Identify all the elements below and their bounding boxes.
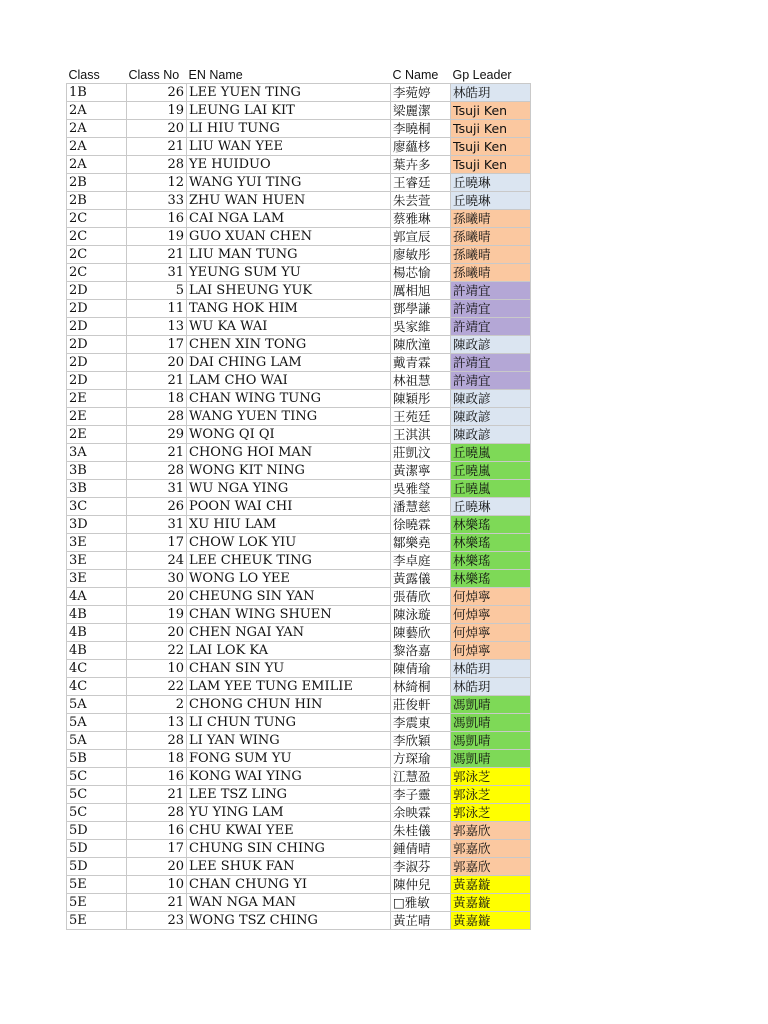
table-row[interactable]: [67, 390, 531, 408]
cell-class[interactable]: 5C: [67, 786, 127, 804]
cell-gp-leader[interactable]: 林樂瑤: [451, 534, 531, 552]
cell-en-name[interactable]: YU YING LAM: [187, 804, 391, 822]
cell-class[interactable]: 5B: [67, 750, 127, 768]
cell-c-name[interactable]: 林綺桐: [391, 678, 451, 696]
table-row[interactable]: [67, 822, 531, 840]
cell-en-name[interactable]: LI CHUN TUNG: [187, 714, 391, 732]
cell-class-no[interactable]: 22: [127, 642, 187, 660]
cell-en-name[interactable]: GUO XUAN CHEN: [187, 228, 391, 246]
cell-class[interactable]: 3E: [67, 552, 127, 570]
cell-en-name[interactable]: CHEN NGAI YAN: [187, 624, 391, 642]
table-row[interactable]: [67, 678, 531, 696]
cell-class[interactable]: 2E: [67, 408, 127, 426]
cell-class[interactable]: 4C: [67, 678, 127, 696]
cell-class[interactable]: 4B: [67, 606, 127, 624]
cell-class-no[interactable]: 18: [127, 390, 187, 408]
cell-class[interactable]: 5D: [67, 858, 127, 876]
cell-class-no[interactable]: 13: [127, 714, 187, 732]
cell-gp-leader[interactable]: 郭嘉欣: [451, 822, 531, 840]
cell-class[interactable]: 2B: [67, 192, 127, 210]
cell-en-name[interactable]: CHEN XIN TONG: [187, 336, 391, 354]
cell-class[interactable]: 2D: [67, 336, 127, 354]
cell-gp-leader[interactable]: 林樂瑤: [451, 570, 531, 588]
cell-gp-leader[interactable]: 林樂瑤: [451, 552, 531, 570]
cell-class[interactable]: 2C: [67, 228, 127, 246]
cell-c-name[interactable]: 李欣穎: [391, 732, 451, 750]
cell-gp-leader[interactable]: 林皓玥: [451, 84, 531, 102]
cell-class-no[interactable]: 19: [127, 228, 187, 246]
cell-gp-leader[interactable]: 林皓玥: [451, 678, 531, 696]
cell-en-name[interactable]: YEUNG SUM YU: [187, 264, 391, 282]
cell-class[interactable]: 2C: [67, 264, 127, 282]
cell-en-name[interactable]: WU NGA YING: [187, 480, 391, 498]
table-row[interactable]: [67, 120, 531, 138]
cell-class[interactable]: 2A: [67, 102, 127, 120]
cell-gp-leader[interactable]: 許靖宜: [451, 372, 531, 390]
cell-gp-leader[interactable]: Tsuji Ken: [451, 102, 531, 120]
cell-c-name[interactable]: 鄒樂堯: [391, 534, 451, 552]
table-row[interactable]: [67, 534, 531, 552]
cell-class-no[interactable]: 17: [127, 840, 187, 858]
cell-gp-leader[interactable]: 郭嘉欣: [451, 840, 531, 858]
cell-class-no[interactable]: 20: [127, 858, 187, 876]
cell-gp-leader[interactable]: 丘曉琳: [451, 174, 531, 192]
cell-class-no[interactable]: 23: [127, 912, 187, 930]
cell-class[interactable]: 5E: [67, 894, 127, 912]
cell-c-name[interactable]: □雅敏: [391, 894, 451, 912]
cell-en-name[interactable]: WANG YUEN TING: [187, 408, 391, 426]
cell-en-name[interactable]: CHONG HOI MAN: [187, 444, 391, 462]
table-row[interactable]: [67, 408, 531, 426]
cell-c-name[interactable]: 莊俊軒: [391, 696, 451, 714]
cell-gp-leader[interactable]: 許靖宜: [451, 318, 531, 336]
cell-c-name[interactable]: 郭宣辰: [391, 228, 451, 246]
cell-en-name[interactable]: POON WAI CHI: [187, 498, 391, 516]
table-row[interactable]: [67, 786, 531, 804]
cell-class[interactable]: 3A: [67, 444, 127, 462]
cell-class-no[interactable]: 21: [127, 444, 187, 462]
table-row[interactable]: [67, 624, 531, 642]
cell-c-name[interactable]: 厲相旭: [391, 282, 451, 300]
cell-en-name[interactable]: FONG SUM YU: [187, 750, 391, 768]
cell-gp-leader[interactable]: Tsuji Ken: [451, 120, 531, 138]
table-row[interactable]: [67, 480, 531, 498]
cell-class[interactable]: 2A: [67, 156, 127, 174]
cell-c-name[interactable]: 莊凱汶: [391, 444, 451, 462]
cell-class-no[interactable]: 21: [127, 786, 187, 804]
cell-gp-leader[interactable]: 許靖宜: [451, 354, 531, 372]
cell-c-name[interactable]: 張蒨欣: [391, 588, 451, 606]
cell-c-name[interactable]: 李子靈: [391, 786, 451, 804]
cell-c-name[interactable]: 李卓庭: [391, 552, 451, 570]
cell-gp-leader[interactable]: 黃嘉鏇: [451, 876, 531, 894]
cell-class[interactable]: 1B: [67, 84, 127, 102]
cell-class[interactable]: 2D: [67, 318, 127, 336]
cell-class[interactable]: 5D: [67, 840, 127, 858]
cell-class[interactable]: 5C: [67, 804, 127, 822]
cell-en-name[interactable]: XU HIU LAM: [187, 516, 391, 534]
cell-en-name[interactable]: CHEUNG SIN YAN: [187, 588, 391, 606]
cell-gp-leader[interactable]: 丘曉嵐: [451, 462, 531, 480]
cell-class-no[interactable]: 21: [127, 246, 187, 264]
table-row[interactable]: [67, 246, 531, 264]
cell-class[interactable]: 2B: [67, 174, 127, 192]
cell-class-no[interactable]: 31: [127, 480, 187, 498]
cell-gp-leader[interactable]: 丘曉嵐: [451, 480, 531, 498]
cell-c-name[interactable]: 葉卉多: [391, 156, 451, 174]
cell-class[interactable]: 5E: [67, 876, 127, 894]
cell-class-no[interactable]: 21: [127, 372, 187, 390]
cell-gp-leader[interactable]: 陳政諺: [451, 408, 531, 426]
student-table: [66, 66, 531, 930]
cell-gp-leader[interactable]: 丘曉琳: [451, 498, 531, 516]
cell-gp-leader[interactable]: 許靖宜: [451, 300, 531, 318]
cell-class-no[interactable]: 31: [127, 516, 187, 534]
cell-class[interactable]: 2E: [67, 426, 127, 444]
cell-class-no[interactable]: 11: [127, 300, 187, 318]
cell-class[interactable]: 4C: [67, 660, 127, 678]
cell-c-name[interactable]: 徐曉霖: [391, 516, 451, 534]
table-row[interactable]: [67, 138, 531, 156]
table-row[interactable]: [67, 174, 531, 192]
cell-c-name[interactable]: 陳倩瑜: [391, 660, 451, 678]
cell-class-no[interactable]: 5: [127, 282, 187, 300]
cell-c-name[interactable]: 陳藝欣: [391, 624, 451, 642]
header-c-name: C Name: [392, 67, 439, 82]
table-row[interactable]: [67, 426, 531, 444]
cell-en-name[interactable]: LEUNG LAI KIT: [187, 102, 391, 120]
cell-c-name[interactable]: 王淇淇: [391, 426, 451, 444]
cell-c-name[interactable]: 鄧學謙: [391, 300, 451, 318]
cell-c-name[interactable]: 李震東: [391, 714, 451, 732]
cell-c-name[interactable]: 李曉桐: [391, 120, 451, 138]
cell-gp-leader[interactable]: 何焯寧: [451, 588, 531, 606]
cell-class-no[interactable]: 30: [127, 570, 187, 588]
cell-en-name[interactable]: DAI CHING LAM: [187, 354, 391, 372]
cell-c-name[interactable]: 梁麗潔: [391, 102, 451, 120]
cell-gp-leader[interactable]: 黃嘉鏇: [451, 912, 531, 930]
cell-en-name[interactable]: WONG LO YEE: [187, 570, 391, 588]
cell-class[interactable]: 3E: [67, 534, 127, 552]
table-row[interactable]: [67, 300, 531, 318]
cell-class[interactable]: 5D: [67, 822, 127, 840]
cell-c-name[interactable]: 朱桂儀: [391, 822, 451, 840]
cell-class-no[interactable]: 2: [127, 696, 187, 714]
table-row[interactable]: [67, 876, 531, 894]
cell-class-no[interactable]: 20: [127, 120, 187, 138]
cell-gp-leader[interactable]: 何焯寧: [451, 642, 531, 660]
cell-gp-leader[interactable]: 許靖宜: [451, 282, 531, 300]
cell-class-no[interactable]: 33: [127, 192, 187, 210]
cell-gp-leader[interactable]: 陳政諺: [451, 390, 531, 408]
cell-c-name[interactable]: 陳仲兒: [391, 876, 451, 894]
cell-class-no[interactable]: 17: [127, 336, 187, 354]
cell-class-no[interactable]: 28: [127, 732, 187, 750]
table-row[interactable]: [67, 732, 531, 750]
cell-gp-leader[interactable]: 陳政諺: [451, 336, 531, 354]
cell-class[interactable]: 5A: [67, 696, 127, 714]
cell-class[interactable]: 3C: [67, 498, 127, 516]
cell-class[interactable]: 5A: [67, 714, 127, 732]
table-row[interactable]: [67, 768, 531, 786]
cell-class[interactable]: 3E: [67, 570, 127, 588]
cell-class-no[interactable]: 21: [127, 894, 187, 912]
table-row[interactable]: [67, 354, 531, 372]
cell-gp-leader[interactable]: 孫曦晴: [451, 246, 531, 264]
cell-gp-leader[interactable]: 郭泳芝: [451, 768, 531, 786]
cell-class-no[interactable]: 16: [127, 822, 187, 840]
cell-gp-leader[interactable]: 馮凱晴: [451, 714, 531, 732]
cell-gp-leader[interactable]: 林樂瑤: [451, 516, 531, 534]
cell-class[interactable]: 2C: [67, 246, 127, 264]
cell-c-name[interactable]: 王睿廷: [391, 174, 451, 192]
cell-gp-leader[interactable]: 何焯寧: [451, 624, 531, 642]
cell-gp-leader[interactable]: 郭嘉欣: [451, 858, 531, 876]
cell-en-name[interactable]: CHAN SIN YU: [187, 660, 391, 678]
table-row[interactable]: [67, 282, 531, 300]
cell-class-no[interactable]: 28: [127, 462, 187, 480]
cell-class[interactable]: 2E: [67, 390, 127, 408]
cell-class-no[interactable]: 26: [127, 84, 187, 102]
cell-class-no[interactable]: 21: [127, 138, 187, 156]
cell-class[interactable]: 2A: [67, 120, 127, 138]
cell-c-name[interactable]: 黎洛嘉: [391, 642, 451, 660]
cell-class-no[interactable]: 28: [127, 804, 187, 822]
cell-class[interactable]: 2A: [67, 138, 127, 156]
cell-class[interactable]: 5A: [67, 732, 127, 750]
cell-class-no[interactable]: 28: [127, 156, 187, 174]
cell-gp-leader[interactable]: 馮凱晴: [451, 732, 531, 750]
cell-gp-leader[interactable]: Tsuji Ken: [451, 138, 531, 156]
cell-c-name[interactable]: 廖蘊栘: [391, 138, 451, 156]
cell-en-name[interactable]: CHOW LOK YIU: [187, 534, 391, 552]
cell-gp-leader[interactable]: 何焯寧: [451, 606, 531, 624]
table-row[interactable]: [67, 912, 531, 930]
table-row[interactable]: [67, 462, 531, 480]
cell-class[interactable]: 3B: [67, 462, 127, 480]
table-row[interactable]: [67, 750, 531, 768]
cell-class-no[interactable]: 19: [127, 102, 187, 120]
cell-class-no[interactable]: 28: [127, 408, 187, 426]
cell-c-name[interactable]: 王苑廷: [391, 408, 451, 426]
cell-en-name[interactable]: LAM CHO WAI: [187, 372, 391, 390]
cell-c-name[interactable]: 李菀婷: [391, 84, 451, 102]
cell-gp-leader[interactable]: 馮凱晴: [451, 696, 531, 714]
cell-class-no[interactable]: 16: [127, 768, 187, 786]
cell-en-name[interactable]: WANG YUI TING: [187, 174, 391, 192]
cell-en-name[interactable]: LAM YEE TUNG EMILIE: [187, 678, 391, 696]
table-row[interactable]: [67, 714, 531, 732]
cell-c-name[interactable]: 吳雅瑩: [391, 480, 451, 498]
cell-gp-leader[interactable]: Tsuji Ken: [451, 156, 531, 174]
cell-class[interactable]: 2D: [67, 300, 127, 318]
table-row[interactable]: [67, 660, 531, 678]
cell-en-name[interactable]: LEE TSZ LING: [187, 786, 391, 804]
cell-gp-leader[interactable]: 孫曦晴: [451, 264, 531, 282]
cell-class-no[interactable]: 20: [127, 588, 187, 606]
cell-gp-leader[interactable]: 郭泳芝: [451, 804, 531, 822]
cell-class[interactable]: 5E: [67, 912, 127, 930]
table-row[interactable]: [67, 804, 531, 822]
table-row[interactable]: [67, 210, 531, 228]
table-row[interactable]: [67, 192, 531, 210]
cell-gp-leader[interactable]: 林皓玥: [451, 660, 531, 678]
cell-c-name[interactable]: 陳欣潼: [391, 336, 451, 354]
cell-en-name[interactable]: CHAN CHUNG YI: [187, 876, 391, 894]
cell-c-name[interactable]: 李淑芬: [391, 858, 451, 876]
table-row[interactable]: [67, 606, 531, 624]
table-row[interactable]: [67, 498, 531, 516]
table-row[interactable]: [67, 858, 531, 876]
table-body: [67, 84, 531, 930]
cell-gp-leader[interactable]: 陳政諺: [451, 426, 531, 444]
cell-c-name[interactable]: 朱芸萱: [391, 192, 451, 210]
table-row[interactable]: [67, 102, 531, 120]
cell-c-name[interactable]: 陳泳璇: [391, 606, 451, 624]
cell-gp-leader[interactable]: 黃嘉鏇: [451, 894, 531, 912]
cell-gp-leader[interactable]: 馮凱晴: [451, 750, 531, 768]
cell-en-name[interactable]: LEE YUEN TING: [187, 84, 391, 102]
cell-class-no[interactable]: 20: [127, 624, 187, 642]
cell-c-name[interactable]: 余映霖: [391, 804, 451, 822]
cell-c-name[interactable]: 鍾倩晴: [391, 840, 451, 858]
cell-c-name[interactable]: 林祖慧: [391, 372, 451, 390]
table-row[interactable]: [67, 318, 531, 336]
cell-en-name[interactable]: TANG HOK HIM: [187, 300, 391, 318]
cell-en-name[interactable]: YE HUIDUO: [187, 156, 391, 174]
table-row[interactable]: [67, 552, 531, 570]
cell-en-name[interactable]: LI HIU TUNG: [187, 120, 391, 138]
cell-class-no[interactable]: 13: [127, 318, 187, 336]
cell-en-name[interactable]: ZHU WAN HUEN: [187, 192, 391, 210]
cell-c-name[interactable]: 方琛瑜: [391, 750, 451, 768]
cell-class[interactable]: 2C: [67, 210, 127, 228]
cell-en-name[interactable]: WU KA WAI: [187, 318, 391, 336]
table-row[interactable]: [67, 696, 531, 714]
cell-gp-leader[interactable]: 孫曦晴: [451, 228, 531, 246]
cell-class-no[interactable]: 12: [127, 174, 187, 192]
cell-class[interactable]: 2D: [67, 282, 127, 300]
cell-class-no[interactable]: 10: [127, 660, 187, 678]
cell-c-name[interactable]: 廖敏彤: [391, 246, 451, 264]
cell-class[interactable]: 3D: [67, 516, 127, 534]
cell-c-name[interactable]: 江慧盈: [391, 768, 451, 786]
cell-en-name[interactable]: CAI NGA LAM: [187, 210, 391, 228]
cell-en-name[interactable]: LEE SHUK FAN: [187, 858, 391, 876]
cell-en-name[interactable]: LAI LOK KA: [187, 642, 391, 660]
cell-class-no[interactable]: 18: [127, 750, 187, 768]
cell-class-no[interactable]: 20: [127, 354, 187, 372]
table-row[interactable]: [67, 444, 531, 462]
table-row[interactable]: [67, 336, 531, 354]
cell-class-no[interactable]: 24: [127, 552, 187, 570]
cell-class[interactable]: 5C: [67, 768, 127, 786]
cell-gp-leader[interactable]: 郭泳芝: [451, 786, 531, 804]
cell-class-no[interactable]: 22: [127, 678, 187, 696]
cell-c-name[interactable]: 吳家維: [391, 318, 451, 336]
cell-class-no[interactable]: 29: [127, 426, 187, 444]
cell-class-no[interactable]: 19: [127, 606, 187, 624]
cell-class[interactable]: 2D: [67, 354, 127, 372]
cell-c-name[interactable]: 戴青霖: [391, 354, 451, 372]
table-row[interactable]: [67, 894, 531, 912]
table-row[interactable]: [67, 228, 531, 246]
table-row[interactable]: [67, 264, 531, 282]
cell-en-name[interactable]: KONG WAI YING: [187, 768, 391, 786]
cell-gp-leader[interactable]: 丘曉嵐: [451, 444, 531, 462]
cell-en-name[interactable]: CHONG CHUN HIN: [187, 696, 391, 714]
cell-class-no[interactable]: 17: [127, 534, 187, 552]
cell-en-name[interactable]: LIU MAN TUNG: [187, 246, 391, 264]
cell-class[interactable]: 4B: [67, 642, 127, 660]
header-class-no: Class No: [128, 67, 180, 82]
cell-en-name[interactable]: WONG QI QI: [187, 426, 391, 444]
cell-c-name[interactable]: 蔡雅琳: [391, 210, 451, 228]
cell-class[interactable]: 4B: [67, 624, 127, 642]
header-en-name: EN Name: [188, 67, 243, 82]
header-row: [67, 66, 531, 84]
header-class: Class: [68, 67, 100, 82]
table-row[interactable]: [67, 570, 531, 588]
cell-en-name[interactable]: LI YAN WING: [187, 732, 391, 750]
cell-en-name[interactable]: CHUNG SIN CHING: [187, 840, 391, 858]
cell-en-name[interactable]: WONG KIT NING: [187, 462, 391, 480]
cell-en-name[interactable]: CHU KWAI YEE: [187, 822, 391, 840]
cell-c-name[interactable]: 黃潔寧: [391, 462, 451, 480]
table-row[interactable]: [67, 372, 531, 390]
table-row[interactable]: [67, 840, 531, 858]
cell-en-name[interactable]: CHAN WING TUNG: [187, 390, 391, 408]
cell-en-name[interactable]: LAI SHEUNG YUK: [187, 282, 391, 300]
cell-class-no[interactable]: 10: [127, 876, 187, 894]
cell-c-name[interactable]: 黃露儀: [391, 570, 451, 588]
table-row[interactable]: [67, 516, 531, 534]
cell-en-name[interactable]: LIU WAN YEE: [187, 138, 391, 156]
cell-c-name[interactable]: 楊芯愉: [391, 264, 451, 282]
cell-class-no[interactable]: 16: [127, 210, 187, 228]
table-row[interactable]: [67, 84, 531, 102]
cell-gp-leader[interactable]: 孫曦晴: [451, 210, 531, 228]
table-row[interactable]: [67, 642, 531, 660]
table-row[interactable]: [67, 588, 531, 606]
cell-c-name[interactable]: 黃芷晴: [391, 912, 451, 930]
cell-gp-leader[interactable]: 丘曉琳: [451, 192, 531, 210]
cell-class[interactable]: 3B: [67, 480, 127, 498]
table-row[interactable]: [67, 156, 531, 174]
cell-c-name[interactable]: 陳穎彤: [391, 390, 451, 408]
cell-c-name[interactable]: 潘慧慈: [391, 498, 451, 516]
cell-en-name[interactable]: WAN NGA MAN: [187, 894, 391, 912]
cell-class-no[interactable]: 26: [127, 498, 187, 516]
cell-en-name[interactable]: WONG TSZ CHING: [187, 912, 391, 930]
cell-class-no[interactable]: 31: [127, 264, 187, 282]
cell-class[interactable]: 2D: [67, 372, 127, 390]
cell-class[interactable]: 4A: [67, 588, 127, 606]
cell-en-name[interactable]: LEE CHEUK TING: [187, 552, 391, 570]
cell-en-name[interactable]: CHAN WING SHUEN: [187, 606, 391, 624]
header-gp-leader: Gp Leader: [452, 67, 512, 82]
